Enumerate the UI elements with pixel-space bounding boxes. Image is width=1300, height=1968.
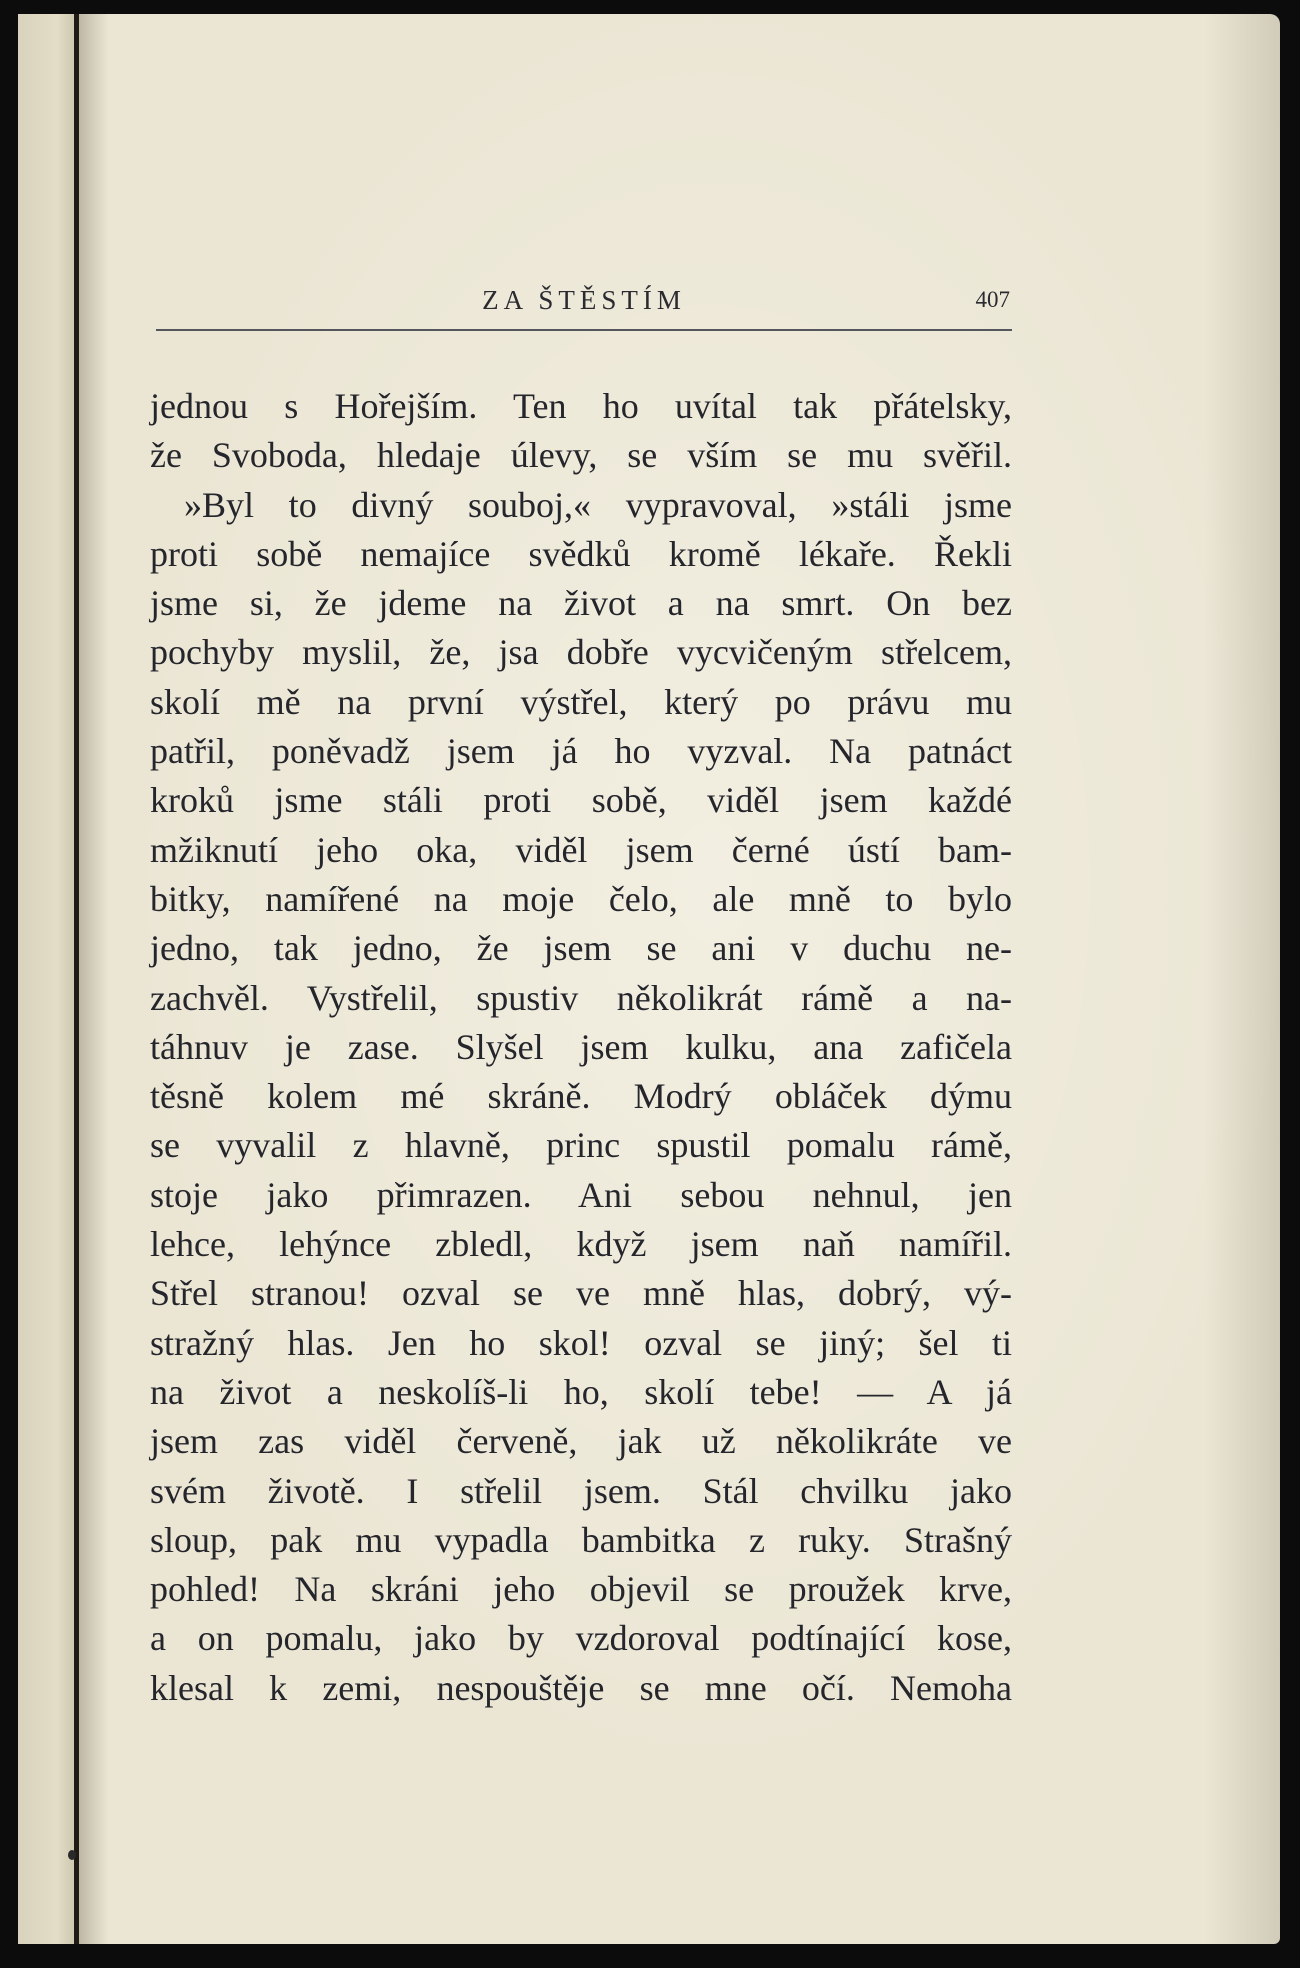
text-line: pochyby myslil, že, jsa dobře vycvičeným střelcem, bbox=[150, 632, 1012, 673]
text-line: že Svoboda, hledaje úlevy, se vším se mu svěřil. bbox=[150, 435, 1012, 476]
text-line: »Byl to divný souboj,« vypravoval, »stáli jsme bbox=[184, 484, 1012, 525]
text-line: kroků jsme stáli proti sobě, viděl jsem každé bbox=[150, 780, 1012, 821]
text-line: patřil, poněvadž jsem já ho vyzval. Na patnáct bbox=[150, 731, 1012, 772]
text-line: Střel stranou! ozval se ve mně hlas, dobrý, vý- bbox=[150, 1273, 1012, 1314]
text-line: jednou s Hořejším. Ten ho uvítal tak přátelsky, bbox=[150, 386, 1012, 426]
text-line: jsme si, že jdeme na život a na smrt. On bez bbox=[150, 583, 1012, 624]
running-header bbox=[156, 285, 1012, 325]
text-line: táhnuv je zase. Slyšel jsem kulku, ana zafičela bbox=[150, 1026, 1012, 1067]
text-line: svém životě. I střelil jsem. Stál chvilku jako bbox=[150, 1470, 1012, 1511]
text-line: stražný hlas. Jen ho skol! ozval se jiný; šel ti bbox=[150, 1322, 1012, 1363]
stray-ink-mark bbox=[68, 1850, 76, 1860]
text-line: na život a neskolíš-li ho, skolí tebe! — A já bbox=[150, 1371, 1012, 1412]
text-line: skolí mě na první výstřel, který po právu mu bbox=[150, 681, 1012, 722]
text-line: sloup, pak mu vypadla bambitka z ruky. Strašný bbox=[150, 1519, 1012, 1560]
text-line: zachvěl. Vystřelil, spustiv několikrát rámě a na- bbox=[150, 977, 1012, 1018]
text-line: proti sobě nemajíce svědků kromě lékaře. Řekli bbox=[150, 533, 1012, 574]
gutter-shadow bbox=[79, 14, 109, 1944]
text-line: stoje jako přimrazen. Ani sebou nehnul, jen bbox=[150, 1174, 1012, 1215]
page-number: 407 bbox=[975, 287, 1010, 312]
binding-edge bbox=[18, 14, 74, 1944]
text-line: klesal k zemi, nespouštěje se mne očí. Nemoha bbox=[150, 1667, 1012, 1708]
running-title: ZA ŠTĚSTÍM bbox=[482, 285, 686, 315]
body-text bbox=[150, 382, 1012, 1713]
text-line: a on pomalu, jako by vzdoroval podtínající kose, bbox=[150, 1618, 1012, 1659]
text-line: pohled! Na skráni jeho objevil se proužek krve, bbox=[150, 1569, 1012, 1610]
text-line: těsně kolem mé skráně. Modrý obláček dýmu bbox=[150, 1076, 1012, 1117]
text-line: jsem zas viděl červeně, jak už několikráte ve bbox=[150, 1421, 1012, 1462]
text-line: mžiknutí jeho oka, viděl jsem černé ústí bam- bbox=[150, 829, 1012, 870]
text-line: jedno, tak jedno, že jsem se ani v duchu ne- bbox=[150, 928, 1012, 969]
text-line: bitky, namířené na moje čelo, ale mně to bylo bbox=[150, 878, 1012, 919]
text-line: lehce, lehýnce zbledl, když jsem naň namířil. bbox=[150, 1224, 1012, 1265]
text-line: se vyvalil z hlavně, princ spustil pomalu rámě, bbox=[150, 1125, 1012, 1166]
header-rule bbox=[156, 329, 1012, 331]
